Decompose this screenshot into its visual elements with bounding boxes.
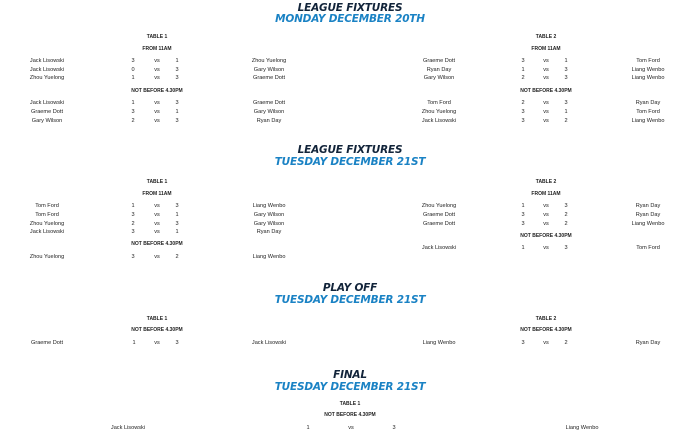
tuesday-table1-session1: FROM 11AM [142, 191, 172, 197]
home-player: Zhou Yuelong [421, 109, 457, 115]
playoff-table1-label: TABLE 1 [146, 316, 168, 322]
home-player: Jack Lisowski [110, 425, 146, 431]
away-player: Ryan Day [635, 212, 661, 218]
home-score: 2 [131, 221, 135, 227]
final-table1-label: TABLE 1 [339, 401, 361, 407]
away-player: Ryan Day [635, 203, 661, 209]
home-score: 2 [521, 100, 525, 106]
tuesday-table1-label: TABLE 1 [146, 179, 168, 185]
vs-label: vs [543, 67, 549, 73]
vs-label: vs [154, 109, 160, 115]
vs-label: vs [154, 340, 160, 346]
away-score: 3 [564, 245, 568, 251]
away-player: Tom Ford [636, 245, 660, 251]
vs-label: vs [154, 221, 160, 227]
monday-date: MONDAY DECEMBER 20TH [275, 13, 425, 25]
away-score: 1 [175, 109, 179, 115]
monday-table1-label: TABLE 1 [146, 34, 168, 40]
away-score: 1 [175, 229, 179, 235]
home-player: Graeme Dott [422, 212, 456, 218]
away-player: Ryan Day [256, 118, 282, 124]
home-score: 3 [521, 58, 525, 64]
away-score: 2 [564, 118, 568, 124]
vs-label: vs [154, 100, 160, 106]
home-player: Jack Lisowski [421, 118, 457, 124]
final-date: TUESDAY DECEMBER 21ST [274, 381, 426, 393]
home-score: 1 [132, 340, 136, 346]
away-score: 3 [175, 67, 179, 73]
away-player: Gary Wilson [253, 67, 285, 73]
home-player: Zhou Yuelong [29, 221, 65, 227]
home-score: 1 [131, 203, 135, 209]
tuesday-table2-session2: NOT BEFORE 4.30PM [520, 233, 572, 239]
away-player: Liang Wenbo [631, 67, 665, 73]
vs-label: vs [154, 229, 160, 235]
home-player: Ryan Day [426, 67, 452, 73]
vs-label: vs [543, 109, 549, 115]
away-player: Gary Wilson [253, 221, 285, 227]
tuesday-title: LEAGUE FIXTURES [297, 144, 403, 156]
home-player: Graeme Dott [422, 58, 456, 64]
away-score: 2 [564, 340, 568, 346]
away-player: Graeme Dott [252, 75, 286, 81]
playoff-date: TUESDAY DECEMBER 21ST [274, 294, 426, 306]
home-score: 3 [521, 221, 525, 227]
playoff-table2-session: NOT BEFORE 4.30PM [520, 327, 572, 333]
away-score: 3 [392, 425, 396, 431]
home-player: Graeme Dott [30, 340, 64, 346]
away-player: Zhou Yuelong [251, 58, 287, 64]
playoff-title: PLAY OFF [322, 282, 378, 294]
playoff-table1-session: NOT BEFORE 4.30PM [131, 327, 183, 333]
home-player: Gary Wilson [423, 75, 455, 81]
home-player: Tom Ford [35, 203, 59, 209]
monday-table2-session1: FROM 11AM [531, 46, 561, 52]
away-score: 2 [564, 212, 568, 218]
home-player: Jack Lisowski [29, 229, 65, 235]
away-score: 3 [564, 67, 568, 73]
away-player: Liang Wenbo [631, 75, 665, 81]
away-player: Gary Wilson [253, 109, 285, 115]
home-score: 3 [521, 118, 525, 124]
monday-title: LEAGUE FIXTURES [297, 2, 403, 14]
tuesday-table2-session1: FROM 11AM [531, 191, 561, 197]
home-player: Tom Ford [35, 212, 59, 218]
home-score: 3 [131, 109, 135, 115]
home-player: Zhou Yuelong [29, 75, 65, 81]
tuesday-date: TUESDAY DECEMBER 21ST [274, 156, 426, 168]
home-score: 2 [521, 75, 525, 81]
home-score: 0 [131, 67, 135, 73]
home-player: Zhou Yuelong [29, 254, 65, 260]
playoff-table2-label: TABLE 2 [535, 316, 557, 322]
vs-label: vs [543, 221, 549, 227]
vs-label: vs [543, 212, 549, 218]
home-score: 3 [131, 229, 135, 235]
home-score: 3 [521, 340, 525, 346]
away-score: 1 [175, 212, 179, 218]
home-player: Jack Lisowski [29, 67, 65, 73]
tuesday-table2-label: TABLE 2 [535, 179, 557, 185]
home-score: 3 [131, 254, 135, 260]
away-score: 2 [175, 254, 179, 260]
home-score: 1 [521, 245, 525, 251]
home-player: Graeme Dott [422, 221, 456, 227]
away-player: Liang Wenbo [252, 203, 286, 209]
vs-label: vs [154, 254, 160, 260]
home-player: Zhou Yuelong [421, 203, 457, 209]
vs-label: vs [154, 58, 160, 64]
vs-label: vs [348, 425, 354, 431]
monday-table1-session1: FROM 11AM [142, 46, 172, 52]
away-score: 3 [564, 203, 568, 209]
away-player: Jack Lisowski [251, 340, 287, 346]
vs-label: vs [543, 245, 549, 251]
home-player: Liang Wenbo [422, 340, 456, 346]
away-score: 1 [175, 58, 179, 64]
home-score: 3 [131, 58, 135, 64]
vs-label: vs [543, 75, 549, 81]
away-score: 3 [564, 75, 568, 81]
home-score: 1 [521, 67, 525, 73]
away-score: 1 [564, 58, 568, 64]
away-player: Gary Wilson [253, 212, 285, 218]
vs-label: vs [543, 100, 549, 106]
home-player: Jack Lisowski [29, 100, 65, 106]
home-score: 1 [521, 203, 525, 209]
away-player: Graeme Dott [252, 100, 286, 106]
vs-label: vs [154, 212, 160, 218]
away-score: 1 [564, 109, 568, 115]
away-player: Liang Wenbo [252, 254, 286, 260]
home-score: 3 [521, 109, 525, 115]
home-player: Graeme Dott [30, 109, 64, 115]
away-player: Liang Wenbo [565, 425, 599, 431]
away-score: 3 [175, 100, 179, 106]
home-player: Jack Lisowski [421, 245, 457, 251]
away-player: Liang Wenbo [631, 118, 665, 124]
away-score: 3 [175, 340, 179, 346]
monday-table2-session2: NOT BEFORE 4.30PM [520, 88, 572, 94]
away-player: Liang Wenbo [631, 221, 665, 227]
home-score: 1 [131, 100, 135, 106]
away-player: Ryan Day [256, 229, 282, 235]
tuesday-table1-session2: NOT BEFORE 4.30PM [131, 241, 183, 247]
home-score: 3 [131, 212, 135, 218]
home-score: 3 [521, 212, 525, 218]
vs-label: vs [154, 75, 160, 81]
away-player: Tom Ford [636, 109, 660, 115]
away-score: 3 [175, 75, 179, 81]
away-score: 3 [564, 100, 568, 106]
home-player: Tom Ford [427, 100, 451, 106]
away-score: 3 [175, 118, 179, 124]
final-table1-session: NOT BEFORE 4.30PM [324, 412, 376, 418]
home-score: 2 [131, 118, 135, 124]
away-player: Ryan Day [635, 340, 661, 346]
monday-table1-session2: NOT BEFORE 4.30PM [131, 88, 183, 94]
monday-table2-label: TABLE 2 [535, 34, 557, 40]
vs-label: vs [154, 67, 160, 73]
vs-label: vs [154, 118, 160, 124]
final-title: FINAL [333, 369, 367, 381]
home-player: Jack Lisowski [29, 58, 65, 64]
home-score: 1 [131, 75, 135, 81]
away-score: 3 [175, 221, 179, 227]
vs-label: vs [154, 203, 160, 209]
away-score: 3 [175, 203, 179, 209]
away-score: 2 [564, 221, 568, 227]
away-player: Ryan Day [635, 100, 661, 106]
vs-label: vs [543, 340, 549, 346]
vs-label: vs [543, 58, 549, 64]
vs-label: vs [543, 203, 549, 209]
vs-label: vs [543, 118, 549, 124]
home-score: 1 [306, 425, 310, 431]
home-player: Gary Wilson [31, 118, 63, 124]
away-player: Tom Ford [636, 58, 660, 64]
